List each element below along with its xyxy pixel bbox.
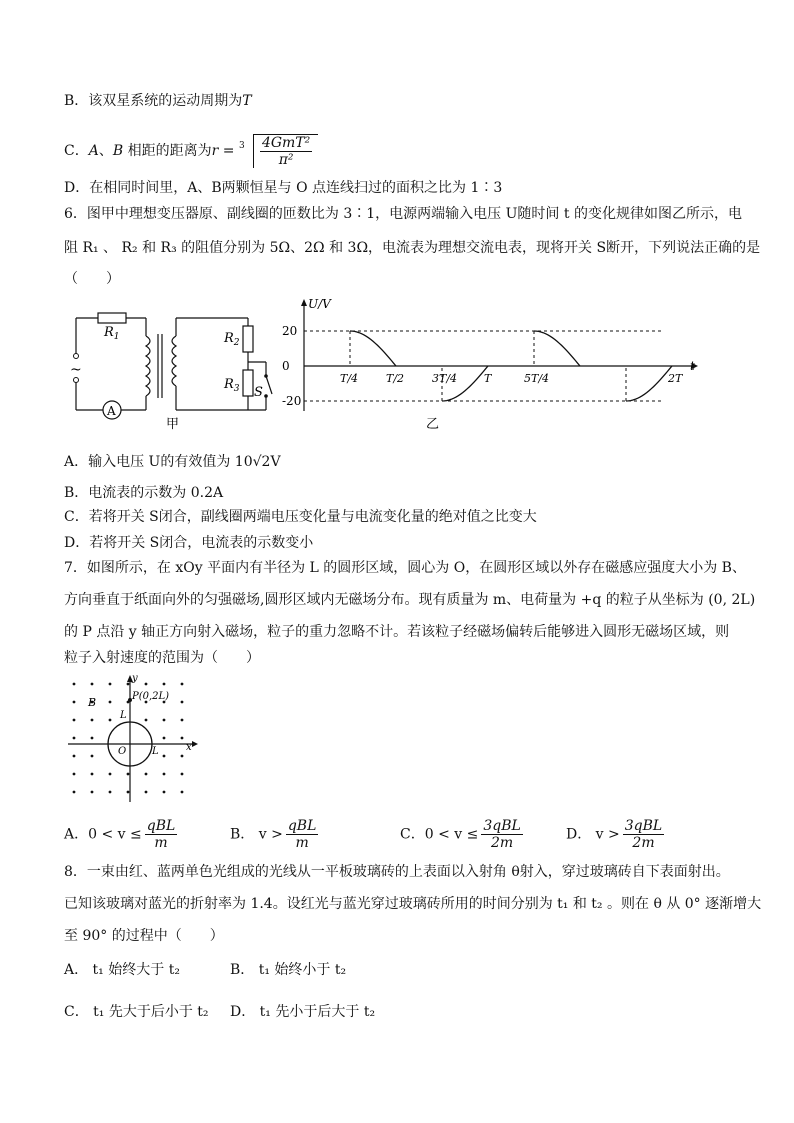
field-dot <box>163 719 166 722</box>
q8-stem-line3: 至 90° 的过程中（ ） <box>64 928 224 944</box>
q7-stem-line3: 的 P 点沿 y 轴正方向射入磁场，粒子的重力忽略不计。若该粒子经磁场偏转后能够进入圆形无磁场区域，则 <box>64 624 730 640</box>
field-dot <box>163 683 166 686</box>
field-label-b: B <box>88 696 97 709</box>
caption-yi: 乙 <box>426 417 440 432</box>
svg-text:S: S <box>254 385 263 400</box>
cube-root-formula: 3 $\frac{\text{4GmT²}}{\text{π²}}$ <box>239 134 318 168</box>
field-dot <box>73 791 76 794</box>
field-dot <box>109 701 112 704</box>
q8-option-d: D． t₁ 先小于后大于 t₂ <box>230 1004 376 1020</box>
field-dot <box>73 701 76 704</box>
resistor-r2 <box>243 326 253 352</box>
ac-source-symbol: ~ <box>70 362 82 378</box>
field-dot <box>181 791 184 794</box>
field-dot <box>181 719 184 722</box>
x-tick-label: 5T/4 <box>524 372 550 385</box>
svg-text:L: L <box>120 710 127 721</box>
svg-text:O: O <box>118 746 127 757</box>
field-dot <box>109 773 112 776</box>
primary-coil <box>146 336 150 396</box>
x-tick-label: T <box>484 372 492 385</box>
voltage-segment-3 <box>534 331 580 366</box>
y-tick-label: -20 <box>282 394 302 408</box>
field-dot <box>181 737 184 740</box>
voltage-chart-yi <box>278 296 695 436</box>
q6-option-c: C．若将开关 S闭合，副线圈两端电压变化量与电流变化量的绝对值之比变大 <box>64 509 537 525</box>
svg-text:y: y <box>132 673 138 684</box>
field-dot <box>73 773 76 776</box>
field-dot <box>163 791 166 794</box>
field-dot <box>127 791 130 794</box>
svg-text:L: L <box>152 746 159 757</box>
field-dot <box>73 737 76 740</box>
svg-text:A: A <box>107 404 116 418</box>
circuit-diagram-jia <box>66 296 286 436</box>
field-dot <box>91 683 94 686</box>
field-dot <box>91 755 94 758</box>
q5-option-c: C．A、B 相距的距离为r = 3 $\frac{\text{4GmT²}}{\text{π²}}$ <box>64 134 318 168</box>
q7-option-c: C．0 < v ≤ $\frac{\text{3qBL}}{2m}$ <box>400 818 521 851</box>
q6-stem-line2: 阻 R₁ 、 R₂ 和 R₃ 的阻值分别为 5Ω、2Ω 和 3Ω，电流表为理想交流电表，现将开关 S断开，下列说法正确的是 <box>64 240 761 256</box>
q8-option-a: A． t₁ 始终大于 t₂ <box>64 962 180 978</box>
field-dot <box>91 719 94 722</box>
q8-option-c: C． t₁ 先大于后小于 t₂ <box>64 1004 209 1020</box>
field-dot <box>145 773 148 776</box>
resistor-r1 <box>98 313 126 323</box>
field-dot <box>145 683 148 686</box>
field-dot <box>181 701 184 704</box>
q6-option-a: A．输入电压 U的有效值为 10√2V <box>64 454 281 470</box>
x-tick-label: 3T/4 <box>432 372 458 385</box>
field-dot <box>109 683 112 686</box>
q6-stem-line1: 6．图甲中理想变压器原、副线圈的匝数比为 3∶1，电源两端输入电压 U随时间 t 的变化规律如图乙所示，电 <box>64 206 742 222</box>
q5-option-d: D．在相同时间里，A、B两颗恒星与 O 点连线扫过的面积之比为 1∶3 <box>64 180 503 196</box>
switch-s <box>266 376 272 394</box>
q8-stem-line2: 已知该玻璃对蓝光的折射率为 1.4。设红光与蓝光穿过玻璃砖所用的时间分别为 t₁ 和 t₂ 。则在 θ 从 0° 逐渐增大 <box>64 896 762 912</box>
field-dot <box>127 683 130 686</box>
q7-stem-line1: 7．如图所示，在 xOy 平面内有半径为 L 的圆形区域，圆心为 O，在圆形区域以外存在磁感应强度大小为 B、 <box>64 560 746 576</box>
field-dot <box>181 773 184 776</box>
q5-option-b: B．该双星系统的运动周期为T <box>64 93 252 109</box>
field-dot <box>181 683 184 686</box>
field-dot <box>163 755 166 758</box>
field-dot <box>109 791 112 794</box>
field-dot <box>145 719 148 722</box>
field-dot <box>91 773 94 776</box>
q6-stem-line3: （ ） <box>64 271 120 287</box>
field-dot <box>145 791 148 794</box>
q6-option-b: B．电流表的示数为 0.2A <box>64 485 224 501</box>
field-dot <box>163 773 166 776</box>
field-dot <box>127 773 130 776</box>
q7-stem-line4: 粒子入射速度的范围为（ ） <box>64 650 260 666</box>
field-dot <box>73 755 76 758</box>
svg-text:R3: $R_3$ <box>224 377 240 394</box>
field-dot <box>109 719 112 722</box>
q7-option-b: B． v > $\frac{\text{qBL}}{m}$ <box>230 818 317 851</box>
field-dot <box>91 737 94 740</box>
x-tick-label: T/4 <box>340 372 359 385</box>
y-tick-label: 0 <box>282 359 290 373</box>
q7-option-a: A．0 < v ≤ $\frac{\text{qBL}}{m}$ <box>64 818 176 851</box>
secondary-coil <box>172 336 176 386</box>
q8-stem-line1: 8．一束由红、蓝两单色光组成的光线从一平板玻璃砖的上表面以入射角 θ射入，穿过玻璃砖自下表面射出。 <box>64 864 730 880</box>
q8-option-b: B． t₁ 始终小于 t₂ <box>230 962 347 978</box>
field-dot <box>91 791 94 794</box>
field-dot <box>163 737 166 740</box>
q7-stem-line2: 方向垂直于纸面向外的匀强磁场,圆形区域内无磁场分布。现有质量为 m、电荷量为 +q 的粒子从坐标为 (0, 2L) <box>64 592 756 608</box>
q7-option-d: D． v > $\frac{\text{3qBL}}{2m}$ <box>566 818 663 851</box>
y-tick-label: 20 <box>282 324 298 338</box>
x-axis-label: t <box>690 359 695 373</box>
y-axis-label: U/V <box>308 297 331 311</box>
voltage-segment-1 <box>350 331 396 366</box>
svg-text:R1: $R_1$ <box>104 325 120 342</box>
field-dot <box>181 755 184 758</box>
svg-text:R2: $R_2$ <box>224 331 240 348</box>
x-tick-label: 2T <box>668 372 683 385</box>
svg-text:P(0,2L): P(0,2L) <box>132 691 170 702</box>
field-dot <box>73 683 76 686</box>
resistor-r3 <box>243 370 253 396</box>
voltage-segment-4 <box>626 366 672 401</box>
caption-jia: 甲 <box>166 417 180 432</box>
q6-option-d: D．若将开关 S闭合，电流表的示数变小 <box>64 535 314 551</box>
svg-text:x: x <box>186 742 192 753</box>
field-dot <box>73 719 76 722</box>
magnetic-field-figure <box>66 672 206 806</box>
x-tick-label: T/2 <box>386 372 405 385</box>
